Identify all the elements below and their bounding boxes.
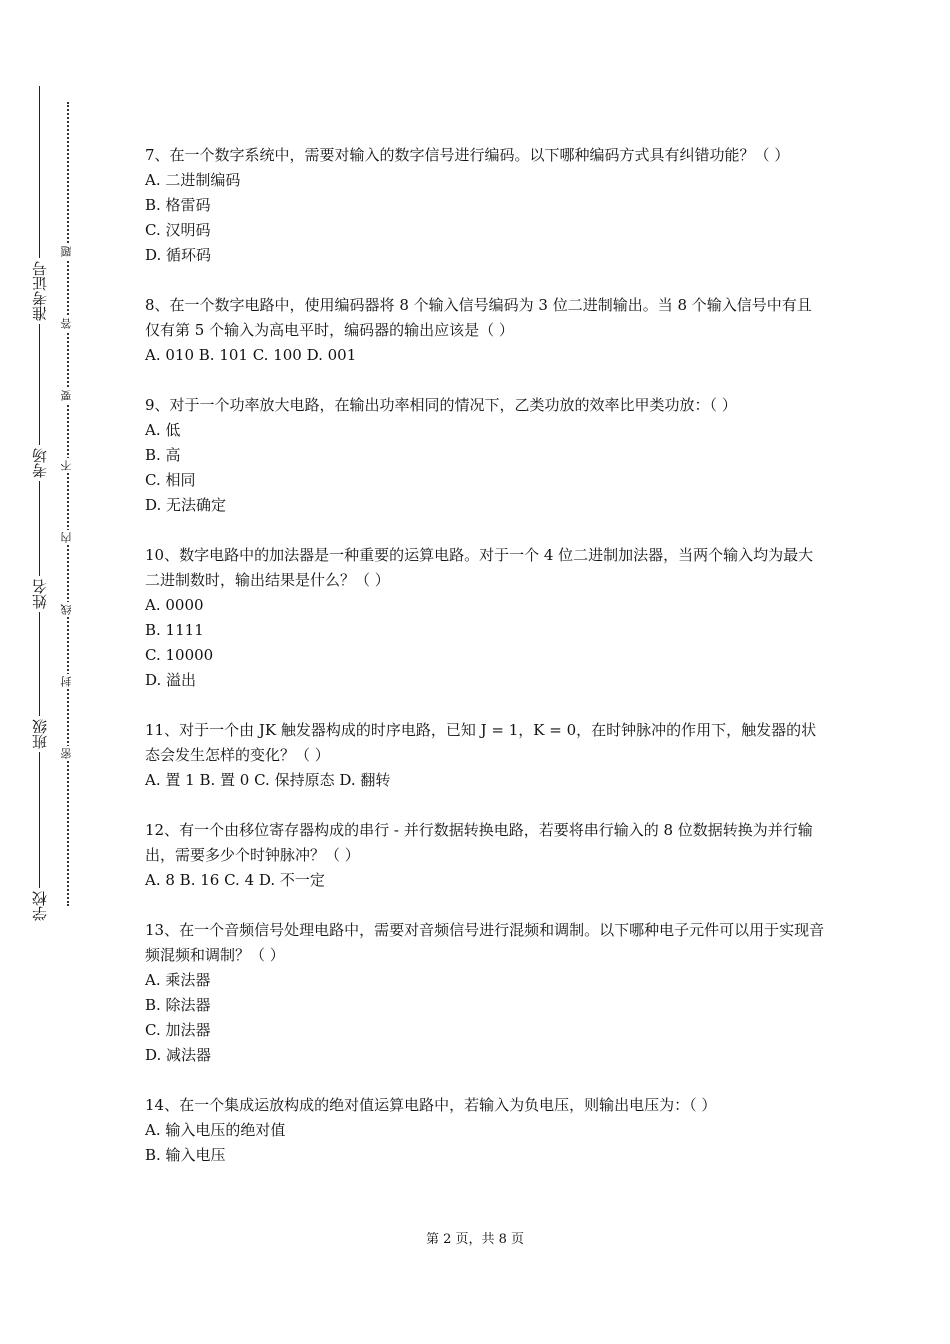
- question-text: 13、在一个音频信号处理电路中，需要对音频信号进行混频和调制。以下哪种电子元件可以用于实现音频混频和调制？（ ）: [145, 921, 825, 964]
- question-text: 9、对于一个功率放大电路，在输出功率相同的情况下，乙类功放的效率比甲类功放：（ ）: [145, 396, 737, 414]
- question-text: 11、对于一个由 JK 触发器构成的时序电路，已知 J = 1，K = 0，在时钟脉冲的作用下，触发器的状态会发生怎样的变化？（ ）: [145, 721, 817, 764]
- question-text: 14、在一个集成运放构成的绝对值运算电路中，若输入为负电压，则输出电压为：（ ）: [145, 1096, 717, 1114]
- option-b: B. 格雷码: [145, 196, 211, 214]
- inline-options: A. 8 B. 16 C. 4 D. 不一定: [145, 871, 325, 889]
- option-c: C. 汉明码: [145, 221, 211, 239]
- option-c: C. 10000: [145, 646, 214, 664]
- seal-dotted-line: [67, 102, 69, 906]
- seal-char: 不: [60, 460, 73, 471]
- question-8: [145, 293, 825, 368]
- option-b: B. 输入电压: [145, 1146, 226, 1164]
- field-class-label: 班级: [32, 716, 48, 752]
- option-d: D. 无法确定: [145, 496, 227, 514]
- option-d: D. 循环码: [145, 246, 212, 264]
- binding-solid-line: [39, 86, 40, 920]
- option-a: A. 二进制编码: [145, 171, 241, 189]
- option-b: B. 高: [145, 446, 181, 464]
- seal-char: 内: [60, 532, 73, 543]
- inline-options: A. 010 B. 101 C. 100 D. 001: [145, 346, 357, 364]
- option-c: C. 相同: [145, 471, 196, 489]
- binding-margin: [0, 0, 100, 1344]
- field-exam-id-label: 准考证号: [32, 258, 48, 324]
- option-c: C. 加法器: [145, 1021, 211, 1039]
- option-a: A. 输入电压的绝对值: [145, 1121, 286, 1139]
- field-name-label: 姓名: [32, 576, 48, 612]
- question-10: [145, 543, 825, 693]
- question-text: 8、在一个数字电路中，使用编码器将 8 个输入信号编码为 3 位二进制输出。当 8 个输入信号中有且仅有第 5 个输入为高电平时，编码器的输出应该是（ ）: [145, 296, 812, 339]
- option-b: B. 1111: [145, 621, 204, 639]
- option-d: D. 减法器: [145, 1046, 212, 1064]
- option-d: D. 溢出: [145, 671, 197, 689]
- seal-char: 线: [60, 604, 73, 615]
- seal-char: 题: [60, 246, 73, 257]
- seal-char: 要: [60, 390, 73, 401]
- question-11: [145, 718, 825, 793]
- question-13: [145, 918, 825, 1068]
- option-a: A. 低: [145, 421, 181, 439]
- question-14: [145, 1093, 825, 1168]
- inline-options: A. 置 1 B. 置 0 C. 保持原态 D. 翻转: [145, 771, 391, 789]
- option-a: A. 乘法器: [145, 971, 211, 989]
- option-a: A. 0000: [145, 596, 204, 614]
- field-school-label: 学校: [32, 888, 48, 924]
- question-text: 7、在一个数字系统中，需要对输入的数字信号进行编码。以下哪种编码方式具有纠错功能？（ ）: [145, 146, 790, 164]
- question-7: [145, 143, 825, 268]
- seal-char: 封: [60, 676, 73, 687]
- question-9: [145, 393, 825, 518]
- question-list: [145, 143, 825, 1193]
- question-text: 10、数字电路中的加法器是一种重要的运算电路。对于一个 4 位二进制加法器，当两个输入均为最大二进制数时，输出结果是什么？（ ）: [145, 546, 814, 589]
- question-text: 12、有一个由移位寄存器构成的串行 - 并行数据转换电路，若要将串行输入的 8 位数据转换为并行输出，需要多少个时钟脉冲？（ ）: [145, 821, 813, 864]
- seal-char: 密: [60, 748, 73, 759]
- question-12: [145, 818, 825, 893]
- seal-char: 答: [60, 318, 73, 329]
- option-b: B. 除法器: [145, 996, 211, 1014]
- field-exam-room-label: 考场: [32, 445, 48, 481]
- page-footer: 第 2 页，共 8 页: [425, 1232, 525, 1247]
